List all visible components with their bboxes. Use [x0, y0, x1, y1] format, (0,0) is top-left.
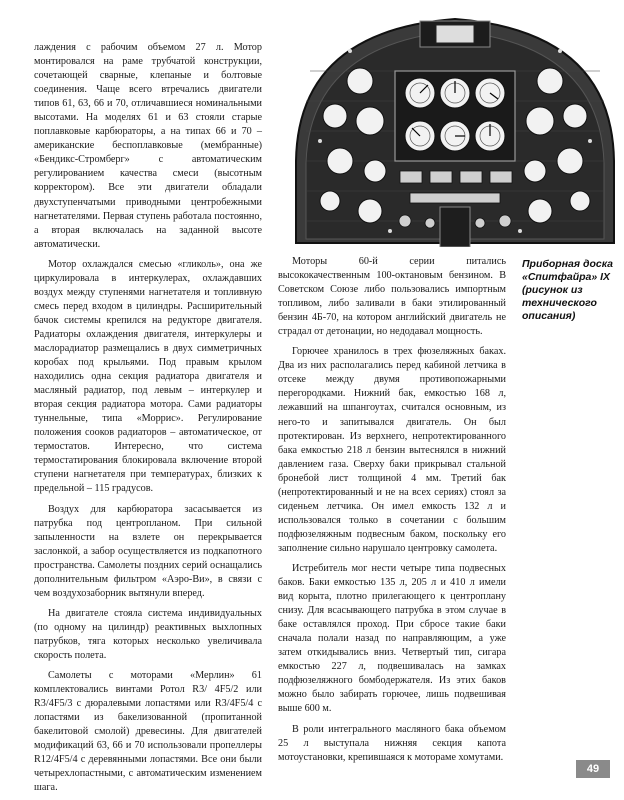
paragraph: Мотор охлаждался смесью «гликоль», она же циркулировала в интеркулерах, охлаждавших воздух между ступенями нагнетателя и топливную смесь перед входом в цилиндры. Расширительный бачок системы крепился на редукторе двигателя. Радиаторы охлаждения двигателя, интеркулеры и маслорадиатор размещались в двух симметричных коробах под крыльями. Под правым крылом находились одна секция радиатора двигателя и масляный радиатор, под левым – интеркулер и вторая секция радиатора мотора. Сами радиаторы туннельные, типа «Моррис». Регулирование положения сооков радиаторов – автоматическое, от термостатов. Интересно, что система термостатирования блокировала включение второй ступени нагнетателя при температурах, близких к предельной – 115 градусов. [34, 258, 262, 495]
paragraph: Горючее хранилось в трех фюзеляжных баках. Два из них располагались перед кабиной летчика в отсеке между двумя противопожарными перегородками. Нижний бак, емкостью 168 л, лежавший на шпангоутах, считался основным, из него-то и запитывался двигатель. Он был протектирован. Из верхнего, непротектированного бака емкостью 218 л бензин вытеснялся в нижний давлением газа. Сверху баки прикрывал стальной бронебой лист толщиной 4 мм. Третий бак (непротектированный и не на всех сериях) стоял за сиденьем летчика. Он имел емкость 132 л и использовался только в сочетании с большим подфюзеляжным подвесным баком, поскольку его заполнение сильно нарушало центровку самолета. [278, 346, 506, 554]
paragraph: Моторы 60-й серии питались высококачественным 100-октановым бензином. В Советском Союзе либо пользовались импортным топливом, либо заливали в баки этилированный бензин 4Б-70, на котором английский двигатель не страдал от детонации, но недодавал мощность. [278, 256, 506, 338]
paragraph: Самолеты с моторами «Мерлин» 61 комплектовались винтами Ротол R3/ 4F5/2 или R3/4F5/3 с дюралевыми лопастями или R3/4F5/4 с лопастями из бакелизованной (пропитанной бакелитовой смолой) древесины. Для двигателей модификаций 63, 66 и 70 использовали пропеллеры R12/4F5/4 с деревянными лопастями. Все они были четырехлопастными, с автоматическим изменением шага. [34, 670, 262, 794]
instrument-panel-figure [290, 11, 620, 247]
paragraph: лаждения с рабочим объемом 27 л. Мотор монтировался на раме трубчатой конструкции, сочетающей сварные, клепаные и болтовые соединения. Чаще всего втречались двигатели типов 61, 63, 66 и 70, отличавшиеся номинальными высотами. На моделях 61 и 63 стояли старые поплавковые карбюраторы, а на типах 66 и 70 – американские беспоплавковые (мембранные) «Бендикс-Стромберг» с автоматическим регулированием качества смеси (высотным корректором). Все эти двигатели обладали двухступенчатыми приводными центробежными нагнетателями. Первая ступень работала постоянно, а вторая включалась на заданной высоте автоматически. [34, 42, 262, 250]
paragraph: Воздух для карбюратора засасывается из патрубка под центропланом. При сильной запыленности на взлете он перекрывается заслонкой, а забор осуществляется из подкапотного пространства. Самолеты поздних серий оснащались дополнительным фильтром «Аэро-Ви», в связи с чем воздухозаборник вытянули вперед. [34, 503, 262, 599]
paragraph: В роли интегрального масляного бака объемом 25 л выступала нижняя секция капота мотоустановки, крепившаяся к моторамe хомутами. [278, 723, 506, 763]
paragraph: На двигателе стояла система индивидуальных (по одному на цилиндр) реактивных выхлопных патрубков, тяга которых несколько увеличивала скорость полета. [34, 607, 262, 661]
paragraph: Истребитель мог нести четыре типа подвесных баков. Баки емкостью 135 л, 205 л и 410 л имели вид корыта, плотно прилегающего к центроплану снизу. Для всасывающего патрубка в этом случае в баке оставлялся проход. При сбросе такие баки сначала полали назад по направляющим, а уже затем откидывались вниз. Четвертый тип, сигара емкостью 227 л, подвешивалась на замках подфюзеляжного бомбодержателя. Из этих баков можно было забирать горючее, лишь подвешивая выше 600 м. [278, 562, 506, 715]
figure-caption: Приборная доска «Спитфайра» IX (рисунок из технического описания) [522, 258, 614, 322]
text-column-middle [278, 255, 506, 765]
instrument-panel-drawing [290, 11, 620, 247]
text-column-left [34, 41, 262, 795]
page-number: 49 [576, 760, 610, 778]
